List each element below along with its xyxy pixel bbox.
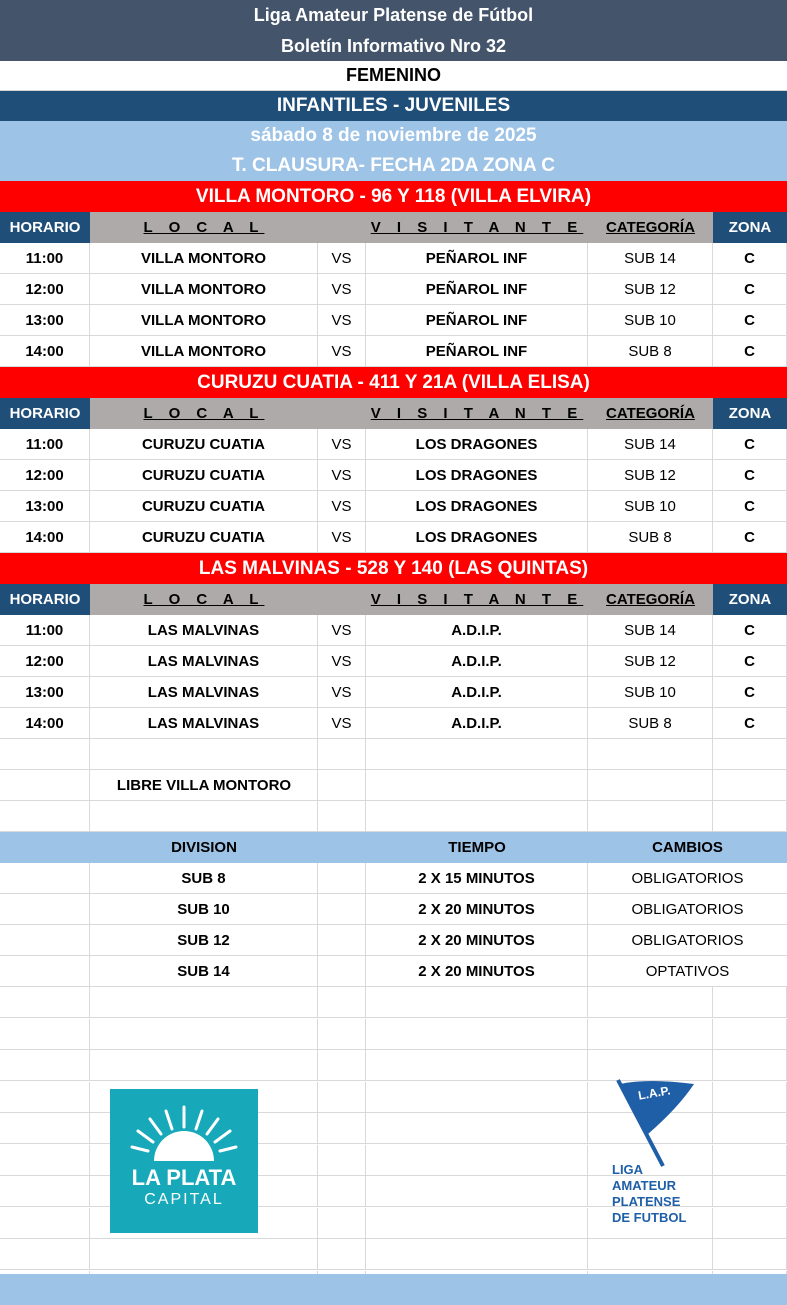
empty-cell (366, 1239, 588, 1269)
match-local: VILLA MONTORO (90, 243, 318, 273)
rules-changes: OPTATIVOS (645, 962, 730, 980)
match-zone: C (713, 460, 787, 490)
la-plata-capital-logo (110, 1089, 258, 1233)
empty-row (0, 1050, 787, 1081)
empty-cell (366, 1208, 588, 1238)
rules-time: 2 X 20 MINUTOS (366, 894, 588, 924)
match-cat: SUB 8 (588, 708, 713, 738)
rules-changes: OBLIGATORIOS (631, 931, 744, 949)
venue-title: VILLA MONTORO - 96 Y 118 (VILLA ELVIRA) (0, 181, 787, 212)
rules-row (0, 925, 787, 956)
match-time: 12:00 (0, 460, 90, 490)
empty-cell (318, 1050, 366, 1080)
lap-logo-text (612, 1162, 686, 1226)
match-time: 12:00 (0, 646, 90, 676)
empty-cell (713, 1050, 787, 1080)
match-cat: SUB 12 (588, 274, 713, 304)
bulletin-number: Boletín Informativo Nro 32 (0, 31, 787, 61)
match-local: CURUZU CUATIA (90, 491, 318, 521)
rules-division: SUB 8 (90, 863, 318, 893)
match-row (0, 615, 787, 646)
match-time: 13:00 (0, 305, 90, 335)
match-local: CURUZU CUATIA (90, 429, 318, 459)
rules-blank (0, 894, 90, 924)
empty-cell (366, 1050, 588, 1080)
empty-cell (318, 739, 366, 769)
empty-cell (713, 1176, 787, 1206)
match-zone: C (713, 522, 787, 552)
rules-changes-header: CAMBIOS (652, 839, 723, 856)
league-title: Liga Amateur Platense de Fútbol (0, 0, 787, 31)
header-zona: ZONA (713, 398, 787, 429)
match-visitor: LOS DRAGONES (366, 491, 588, 521)
empty-cell (0, 1176, 90, 1206)
header-local: L O C A L (90, 584, 318, 615)
empty-cell (318, 1082, 366, 1112)
empty-cell (318, 1176, 366, 1206)
rules-row (0, 956, 787, 987)
match-visitor: PEÑAROL INF (366, 243, 588, 273)
column-header-row (0, 584, 787, 615)
lap-logo-line4: DE FUTBOL (612, 1210, 687, 1225)
empty-cell (588, 739, 713, 769)
match-zone: C (713, 677, 787, 707)
match-visitor: A.D.I.P. (366, 615, 588, 645)
empty-cell (588, 801, 713, 831)
empty-cell (713, 1145, 787, 1175)
match-row (0, 646, 787, 677)
match-cat: SUB 10 (588, 677, 713, 707)
header-categoria: CATEGORÍA (588, 584, 713, 615)
la-plata-logo-line1: LA PLATA (131, 1165, 237, 1190)
match-local: VILLA MONTORO (90, 305, 318, 335)
match-time: 13:00 (0, 677, 90, 707)
rules-time-header: TIEMPO (448, 839, 506, 856)
match-cat: SUB 14 (588, 429, 713, 459)
match-visitor: A.D.I.P. (366, 677, 588, 707)
empty-cell (713, 770, 787, 800)
empty-cell (318, 1208, 366, 1238)
rules-row (0, 894, 787, 925)
rules-time: 2 X 20 MINUTOS (366, 956, 588, 986)
header-categoria: CATEGORÍA (588, 398, 713, 429)
match-cat: SUB 8 (588, 336, 713, 366)
header-local: L O C A L (90, 212, 318, 243)
header-horario: HORARIO (0, 398, 90, 429)
rules-blank (318, 925, 366, 955)
match-vs: VS (318, 336, 366, 366)
category-title: FEMENINO (0, 61, 787, 91)
header-horario: HORARIO (0, 212, 90, 243)
empty-cell (713, 1239, 787, 1269)
empty-row (0, 1239, 787, 1270)
match-time: 11:00 (0, 243, 90, 273)
match-zone: C (713, 646, 787, 676)
venue-title: CURUZU CUATIA - 411 Y 21A (VILLA ELISA) (0, 367, 787, 398)
empty-cell (90, 987, 318, 1017)
match-local: LAS MALVINAS (90, 708, 318, 738)
empty-cell (90, 1239, 318, 1269)
rules-blank (318, 894, 366, 924)
empty-cell (588, 987, 713, 1017)
match-row (0, 305, 787, 336)
match-time: 11:00 (0, 615, 90, 645)
empty-cell (366, 770, 588, 800)
lap-logo (608, 1078, 708, 1238)
empty-cell (713, 1208, 787, 1238)
rules-blank (318, 956, 366, 986)
match-time: 14:00 (0, 708, 90, 738)
match-row (0, 491, 787, 522)
tournament-round: T. CLAUSURA- FECHA 2DA ZONA C (0, 151, 787, 181)
match-vs: VS (318, 429, 366, 459)
match-zone: C (713, 274, 787, 304)
match-cat: SUB 14 (588, 615, 713, 645)
match-local: VILLA MONTORO (90, 274, 318, 304)
empty-cell (366, 1082, 588, 1112)
match-visitor: A.D.I.P. (366, 708, 588, 738)
rules-time: 2 X 15 MINUTOS (366, 863, 588, 893)
rules-time: 2 X 20 MINUTOS (366, 925, 588, 955)
empty-cell (0, 1145, 90, 1175)
match-zone: C (713, 429, 787, 459)
header-visitante: V I S I T A N T E (366, 398, 588, 429)
empty-cell (713, 987, 787, 1017)
empty-cell (0, 739, 90, 769)
match-cat: SUB 10 (588, 491, 713, 521)
match-visitor: PEÑAROL INF (366, 305, 588, 335)
footer-band (0, 1274, 787, 1305)
match-vs: VS (318, 243, 366, 273)
empty-cell (318, 801, 366, 831)
match-visitor: A.D.I.P. (366, 646, 588, 676)
match-local: CURUZU CUATIA (90, 460, 318, 490)
empty-cell (90, 739, 318, 769)
empty-cell (366, 987, 588, 1017)
rules-blank (0, 956, 90, 986)
header-local: L O C A L (90, 398, 318, 429)
match-cat: SUB 12 (588, 646, 713, 676)
empty-cell (318, 1019, 366, 1049)
match-vs: VS (318, 274, 366, 304)
rules-blank (0, 863, 90, 893)
match-visitor: LOS DRAGONES (366, 522, 588, 552)
match-zone: C (713, 708, 787, 738)
sunburst-icon (110, 1089, 258, 1233)
match-row (0, 677, 787, 708)
rules-division: SUB 14 (90, 956, 318, 986)
empty-cell (0, 1113, 90, 1143)
empty-cell (366, 1145, 588, 1175)
empty-cell (90, 801, 318, 831)
empty-cell (588, 770, 713, 800)
match-time: 14:00 (0, 522, 90, 552)
match-local: LAS MALVINAS (90, 646, 318, 676)
empty-cell (0, 1050, 90, 1080)
match-row (0, 429, 787, 460)
match-local: CURUZU CUATIA (90, 522, 318, 552)
match-vs: VS (318, 615, 366, 645)
empty-cell (318, 1113, 366, 1143)
division-title: INFANTILES - JUVENILES (0, 91, 787, 121)
match-zone: C (713, 336, 787, 366)
rules-header (0, 832, 787, 863)
header-zona: ZONA (713, 212, 787, 243)
match-vs: VS (318, 708, 366, 738)
match-cat: SUB 8 (588, 522, 713, 552)
header-visitante: V I S I T A N T E (366, 212, 588, 243)
header-horario: HORARIO (0, 584, 90, 615)
column-header-row (0, 212, 787, 243)
match-row (0, 274, 787, 305)
la-plata-logo-line2: CAPITAL (144, 1191, 224, 1208)
rules-division: SUB 10 (90, 894, 318, 924)
empty-cell (0, 987, 90, 1017)
match-zone: C (713, 305, 787, 335)
header-visitante: V I S I T A N T E (366, 584, 588, 615)
match-time: 11:00 (0, 429, 90, 459)
match-visitor: PEÑAROL INF (366, 336, 588, 366)
match-cat: SUB 10 (588, 305, 713, 335)
lap-logo-line2: AMATEUR (612, 1178, 677, 1193)
empty-cell (588, 1050, 713, 1080)
rules-changes: OBLIGATORIOS (631, 869, 744, 887)
empty-cell (588, 1019, 713, 1049)
empty-cell (366, 739, 588, 769)
match-vs: VS (318, 460, 366, 490)
match-visitor: LOS DRAGONES (366, 429, 588, 459)
match-visitor: LOS DRAGONES (366, 460, 588, 490)
match-local: LAS MALVINAS (90, 615, 318, 645)
header-categoria: CATEGORÍA (588, 212, 713, 243)
match-local: VILLA MONTORO (90, 336, 318, 366)
rules-division-header: DIVISION (171, 839, 237, 856)
empty-cell (90, 1019, 318, 1049)
column-header-row (0, 398, 787, 429)
empty-cell (318, 1239, 366, 1269)
match-cat: SUB 12 (588, 460, 713, 490)
empty-cell (588, 1239, 713, 1269)
match-local: LAS MALVINAS (90, 677, 318, 707)
empty-row (0, 1019, 787, 1050)
empty-row (0, 739, 787, 770)
empty-cell (366, 1019, 588, 1049)
libre-team: LIBRE VILLA MONTORO (116, 776, 292, 794)
match-time: 14:00 (0, 336, 90, 366)
match-visitor: PEÑAROL INF (366, 274, 588, 304)
match-vs: VS (318, 522, 366, 552)
empty-cell (713, 1019, 787, 1049)
lap-logo-line3: PLATENSE (612, 1194, 681, 1209)
empty-cell (713, 739, 787, 769)
match-row (0, 460, 787, 491)
rules-blank (318, 863, 366, 893)
empty-cell (318, 987, 366, 1017)
empty-cell (0, 801, 90, 831)
empty-cell (366, 1113, 588, 1143)
match-row (0, 522, 787, 553)
empty-cell (0, 770, 90, 800)
match-time: 13:00 (0, 491, 90, 521)
empty-cell (713, 801, 787, 831)
match-vs: VS (318, 491, 366, 521)
rules-row (0, 863, 787, 894)
rules-blank (0, 925, 90, 955)
match-time: 12:00 (0, 274, 90, 304)
empty-cell (0, 1082, 90, 1112)
empty-cell (318, 1145, 366, 1175)
venue-title: LAS MALVINAS - 528 Y 140 (LAS QUINTAS) (0, 553, 787, 584)
rules-division: SUB 12 (90, 925, 318, 955)
match-vs: VS (318, 305, 366, 335)
match-zone: C (713, 615, 787, 645)
empty-cell (90, 1050, 318, 1080)
match-row (0, 243, 787, 274)
match-vs: VS (318, 677, 366, 707)
empty-cell (0, 1019, 90, 1049)
header-zona: ZONA (713, 584, 787, 615)
match-row (0, 336, 787, 367)
empty-row (0, 801, 787, 832)
empty-cell (713, 1113, 787, 1143)
empty-cell (366, 801, 588, 831)
rules-changes: OBLIGATORIOS (631, 900, 744, 918)
match-cat: SUB 14 (588, 243, 713, 273)
match-vs: VS (318, 646, 366, 676)
lap-flag-text: L.A.P. (637, 1083, 672, 1103)
empty-row (0, 770, 787, 801)
match-zone: C (713, 491, 787, 521)
empty-cell (366, 1176, 588, 1206)
match-date: sábado 8 de noviembre de 2025 (0, 121, 787, 151)
empty-cell (318, 770, 366, 800)
empty-cell (0, 1239, 90, 1269)
empty-row (0, 987, 787, 1018)
empty-cell (713, 1082, 787, 1112)
lap-logo-line1: LIGA (612, 1162, 644, 1177)
match-row (0, 708, 787, 739)
empty-cell (0, 1208, 90, 1238)
match-zone: C (713, 243, 787, 273)
